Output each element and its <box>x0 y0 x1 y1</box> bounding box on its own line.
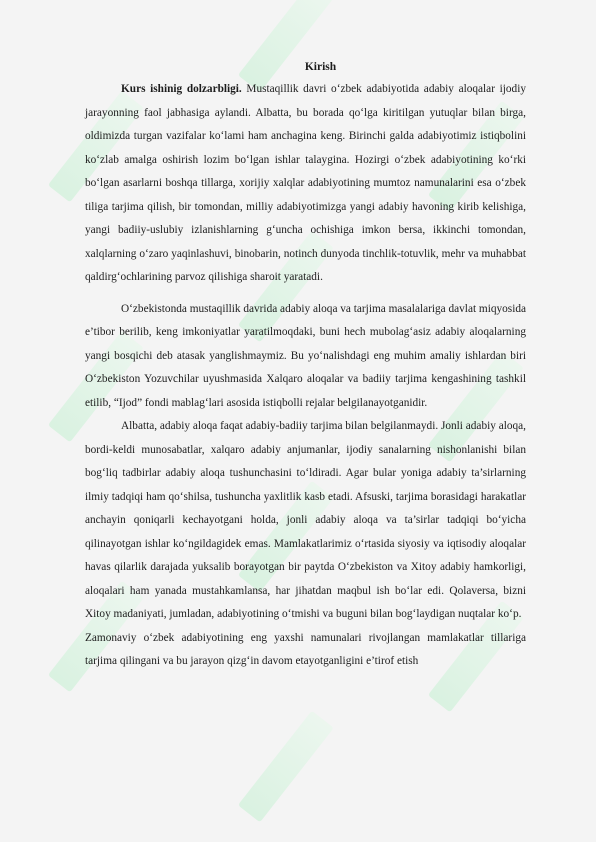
paragraph-4: Zamonaviy o‘zbek adabiyotining eng yaxshi namunalari rivojlangan mamlakatlar tillariga tarjima qilingani va bu jarayon qizg‘in davom etayotganligini e’tirof etish <box>85 631 526 667</box>
paragraph-lead: Kurs ishinig dolzarbligi. <box>121 83 242 95</box>
paragraph-text: Mustaqillik davri o‘zbek adabiyotida adabiy aloqalar ijodiy jarayonning faol jabhasiga aylandi. Albatta, bu borada qo‘lga kiritilgan yutuqlar bilan birga, oldimizda turgan vazifalar ko‘lami ham anchagina keng. Birinchi galda adabiyotimiz istiqbolini ko‘zlab amalga oshirish lozim bo‘lgan ishlar talaygina. Hozirgi o‘zbek adabiyotining ko‘rki bo‘lgan asarlarni boshqa tillarga, xorijiy xalqlar adabiyotining mumtoz namunalarini esa o‘zbek tiliga tarjima qilish, bir tomondan, milliy adabiyotimizga yangi adabiy havoning kirib kelishiga, yangi badiiy-uslubiy izlanishlarning g‘uncha ochishiga imkon bersa, ikkinchi tomondan, xalqlarning o‘zaro yaqinlashuvi, binobarin, notinch dunyoda tinchlik-totuvlik, mehr va muhabbat qaldirg‘ochlarining parvoz qilishiga sharoit yaratadi. <box>85 83 526 283</box>
paragraph-1 <box>85 78 526 290</box>
page-title: Kirish <box>304 61 337 73</box>
watermark-stripe <box>238 758 322 842</box>
paragraph-3: Albatta, adabiy aloqa faqat adabiy-badiiy tarjima bilan belgilanmaydi. Jonli adabiy aloqa, bordi-keldi munosabatlar, xalqaro adabiy anjumanlar, ijodiy sanalarning nishonlanishi bilan bog‘liq tadbirlar adabiy aloqa tushunchasini to‘ldiradi. Agar bular yoniga adabiy ta’sirlarning ilmiy tadqiqi ham qo‘shilsa, tushuncha yaxlitlik kasb etadi. Afsuski, tarjima borasidagi harakatlar anchayin qoniqarli kechayotgani holda, jonli adabiy aloqa va ta’sirlar tadqiqi bo‘yicha qilinayotgan ishlar ko‘ngildagidek emas. Mamlakatlarimiz o‘rtasida siyosiy va iqtisodiy aloqalar havas qilarlik darajada yuksalib borayotgan bir paytda O‘zbekiston va Xitoy adabiy hamkorligi, aloqalari ham yanada mustahkamlansa, har jihatdan maqbul ish bo‘lar edi. Qolaversa, bizni Xitoy madaniyati, jumladan, adabiyotining o‘tmishi va buguni bilan bog‘laydigan nuqtalar ko‘p. <box>85 420 526 620</box>
paragraph-2: O‘zbekistonda mustaqillik davrida adabiy aloqa va tarjima masalalariga davlat miqyosida e’tibor berilib, keng imkoniyatlar yaratilmoqdaki, buni hech mubolag‘asiz adabiy aloqalarning yangi bosqichi deb atasak yanglishmaymiz. Bu yo‘nalishdagi eng muhim amaliy ishlardan biri O‘zbekiston Yozuvchilar uyushmasida Xalqaro aloqalar va badiiy tarjima kengashining tashkil etilib, “Ijod” fondi mablag‘lari asosida istiqbolli rejalar belgilanayotganidir. <box>85 302 526 409</box>
document-body <box>85 56 526 674</box>
